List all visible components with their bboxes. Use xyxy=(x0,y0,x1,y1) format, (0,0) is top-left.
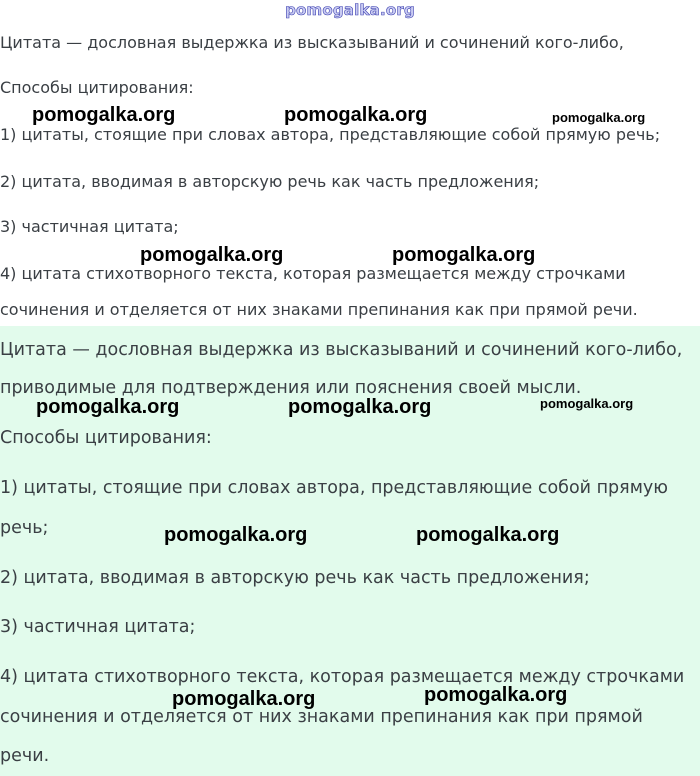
question-line-method-4-continued: сочинения и отделяется от них знаками препинания как при прямой речи. xyxy=(0,300,638,319)
question-line-method-2: 2) цитата, вводимая в авторскую речь как часть предложения; xyxy=(0,172,540,191)
answer-line-method-4-continued: сочинения и отделяется от них знаками препинания как при прямой xyxy=(0,707,643,727)
site-logo[interactable]: pomogalka.org xyxy=(285,1,415,19)
watermark: pomogalka.org xyxy=(32,104,176,126)
answer-line-method-4-end: речи. xyxy=(0,746,50,766)
answer-line-definition: Цитата — дословная выдержка из высказываний и сочинений кого-либо, xyxy=(0,340,683,360)
answer-line-method-2: 2) цитата, вводимая в авторскую речь как часть предложения; xyxy=(0,568,590,588)
watermark: pomogalka.org xyxy=(36,396,180,418)
site-header xyxy=(0,0,700,24)
watermark: pomogalka.org xyxy=(392,244,536,266)
answer-section xyxy=(0,326,700,776)
watermark: pomogalka.org xyxy=(552,110,646,125)
question-line-definition: Цитата — дословная выдержка из высказываний и сочинений кого-либо, xyxy=(0,33,624,52)
watermark: pomogalka.org xyxy=(164,524,308,546)
question-section xyxy=(0,0,700,326)
question-line-method-1: 1) цитаты, стоящие при словах автора, представляющие собой прямую речь; xyxy=(0,125,661,144)
answer-line-method-1: 1) цитаты, стоящие при словах автора, представляющие собой прямую xyxy=(0,478,668,498)
answer-line-method-1-continued: речь; xyxy=(0,518,49,538)
question-line-methods-heading: Способы цитирования: xyxy=(0,78,194,97)
watermark: pomogalka.org xyxy=(140,244,284,266)
answer-line-method-3: 3) частичная цитата; xyxy=(0,617,196,637)
watermark: pomogalka.org xyxy=(288,396,432,418)
answer-line-definition-continued: приводимые для подтверждения или пояснения своей мысли. xyxy=(0,378,582,398)
watermark: pomogalka.org xyxy=(540,396,634,411)
question-line-method-4: 4) цитата стихотворного текста, которая размещается между строчками xyxy=(0,264,626,283)
answer-line-methods-heading: Способы цитирования: xyxy=(0,428,212,448)
answer-line-method-4: 4) цитата стихотворного текста, которая размещается между строчками xyxy=(0,667,685,687)
watermark: pomogalka.org xyxy=(284,104,428,126)
watermark: pomogalka.org xyxy=(172,688,316,710)
watermark: pomogalka.org xyxy=(416,524,560,546)
question-line-method-3: 3) частичная цитата; xyxy=(0,217,179,236)
watermark: pomogalka.org xyxy=(424,684,568,706)
